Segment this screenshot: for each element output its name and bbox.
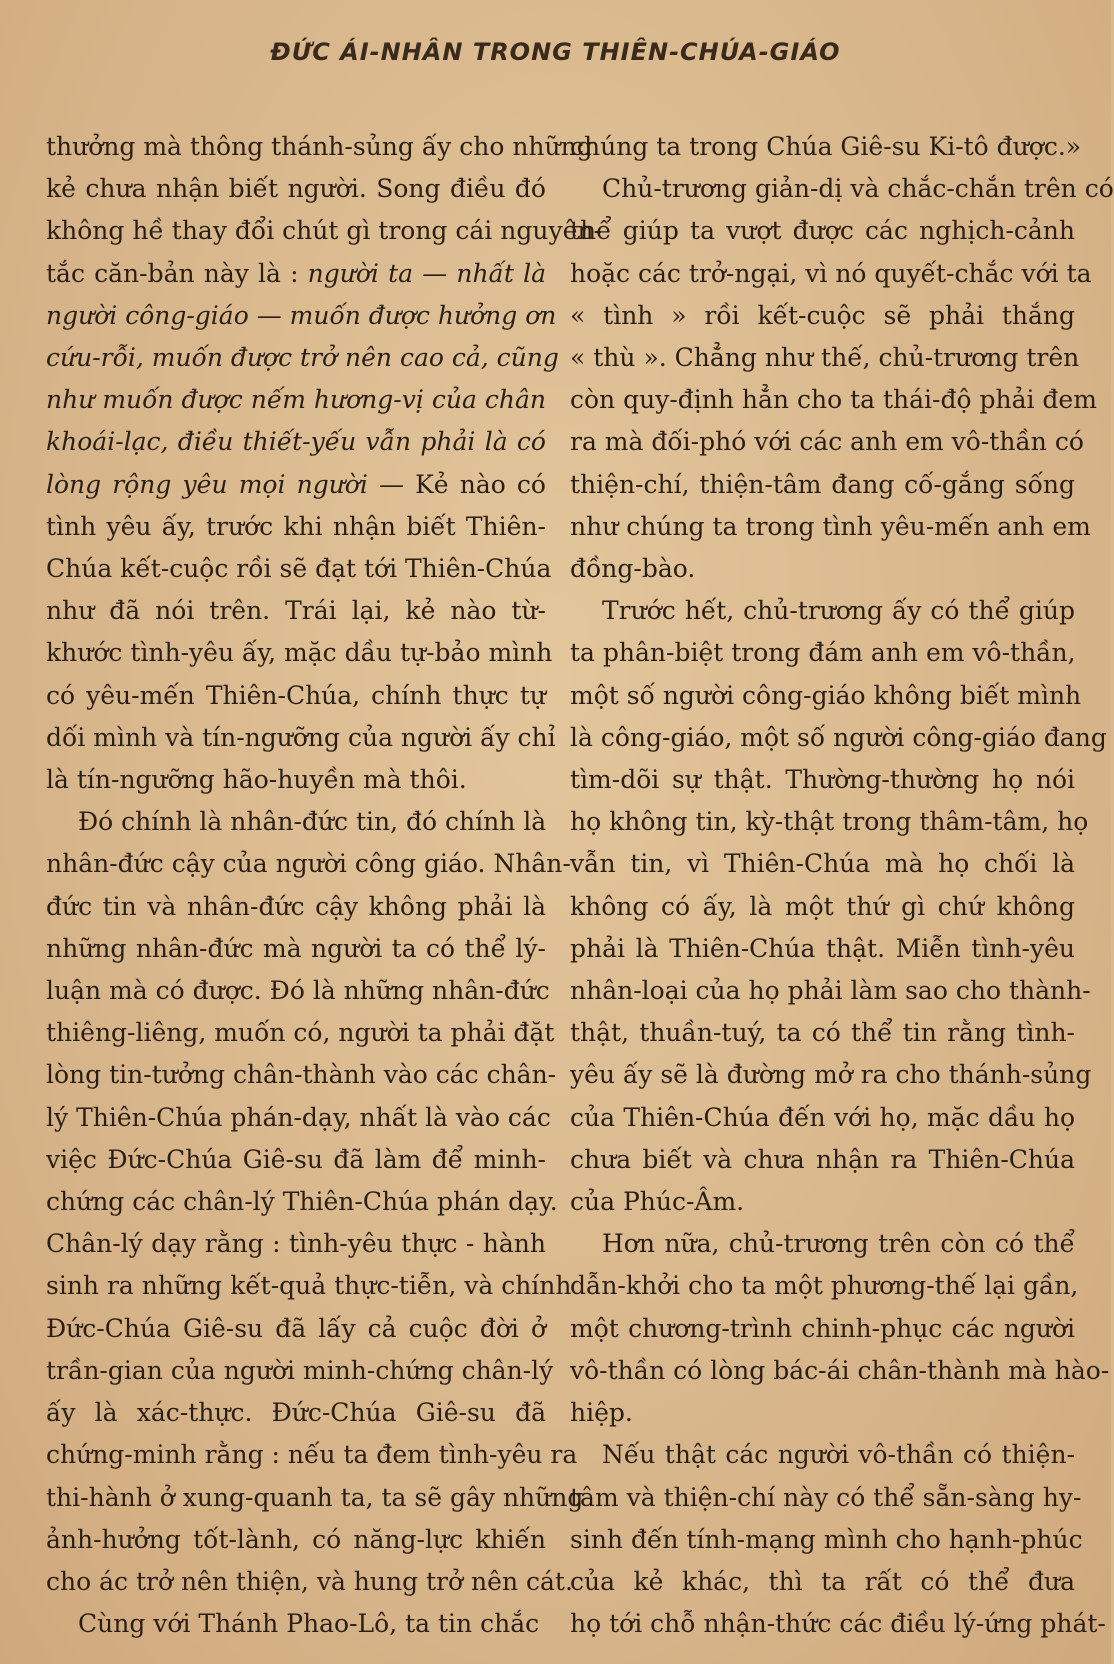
text-line: hoặc các trở-ngại, vì nó quyết-chắc với ta <box>570 258 1092 288</box>
text-line: kẻ chưa nhận biết người. Song điều đó <box>46 174 546 204</box>
text-line: là tín-ngưỡng hão-huyền mà thôi. <box>46 765 467 795</box>
text-line: lòng tin-tưởng chân-thành vào các chân- <box>46 1060 557 1090</box>
text-line: ra mà đối-phó với các anh em vô-thần có <box>570 427 1084 457</box>
text-line: Đó chính là nhân-đức tin, đó chính là <box>78 807 547 837</box>
text-line: một chương-trình chinh-phục các người <box>570 1313 1075 1343</box>
text-line: sinh đến tính-mạng mình cho hạnh-phúc <box>570 1524 1083 1554</box>
text-line: chứng-minh rằng : nếu ta đem tình-yêu ra <box>46 1440 578 1470</box>
text-line: đồng-bào. <box>570 554 696 584</box>
text-line: như đã nói trên. Trái lại, kẻ nào từ- <box>46 596 546 626</box>
text-line: chúng ta trong Chúa Giê-su Ki-tô được.» <box>570 132 1082 161</box>
text-line: Chúa kết-cuộc rồi sẽ đạt tới Thiên-Chúa <box>46 554 552 584</box>
text-line: Trước hết, chủ-trương ấy có thể giúp <box>602 596 1075 626</box>
text-line: thi-hành ở xung-quanh ta, ta sẽ gây những <box>46 1482 584 1512</box>
text-line: yêu ấy sẽ là đường mở ra cho thánh-sủng <box>570 1060 1092 1090</box>
text-line: chưa biết và chưa nhận ra Thiên-Chúa <box>570 1144 1075 1174</box>
text-line: tắc căn-bản này là : người ta — nhất là <box>46 258 546 288</box>
text-line: một số người công-giáo không biết mình <box>570 680 1082 710</box>
text-line: hiệp. <box>570 1398 633 1428</box>
text-line: Chân-lý dạy rằng : tình-yêu thực - hành <box>46 1229 546 1259</box>
text-line: khước tình-yêu ấy, mặc dầu tự-bảo mình <box>46 638 553 668</box>
text-line: như chúng ta trong tình yêu-mến anh em <box>570 511 1091 541</box>
right-column <box>570 126 1114 1645</box>
text-line: họ tới chỗ nhận-thức các điều lý-ứng phát- <box>570 1609 1106 1639</box>
text-line: luận mà có được. Đó là những nhân-đức <box>46 976 550 1006</box>
text-line: có yêu-mến Thiên-Chúa, chính thực tự <box>46 680 546 710</box>
text-line: đức tin và nhân-đức cậy không phải là <box>46 891 546 921</box>
text-line: cứu-rỗi, muốn được trở nên cao cả, cũng <box>46 343 559 373</box>
text-line: dẫn-khởi cho ta một phương-thế lại gần, <box>570 1271 1079 1301</box>
text-line: thưởng mà thông thánh-sủng ấy cho những <box>46 132 593 161</box>
text-line: sinh ra những kết-quả thực-tiễn, và chính <box>46 1271 572 1301</box>
text-line: thể giúp ta vượt được các nghịch-cảnh <box>570 216 1075 246</box>
text-line: nhân-đức cậy của người công giáo. Nhân- <box>46 849 571 879</box>
text-line: không hề thay đổi chút gì trong cái nguyên- <box>46 216 602 246</box>
text-line: vẫn tin, vì Thiên-Chúa mà họ chối là <box>570 849 1075 879</box>
text-line: của Thiên-Chúa đến với họ, mặc dầu họ <box>570 1102 1075 1132</box>
text-line: khoái-lạc, điều thiết-yếu vẫn phải là có <box>46 427 546 457</box>
text-line: thật, thuần-tuý, ta có thể tin rằng tình- <box>570 1018 1075 1048</box>
text-line: Cùng với Thánh Phao-Lô, ta tin chắc <box>78 1609 540 1639</box>
text-line: là công-giáo, một số người công-giáo đang <box>570 722 1107 752</box>
text-line: không có ấy, là một thứ gì chứ không <box>570 891 1075 921</box>
text-line: việc Đức-Chúa Giê-su đã làm để minh- <box>46 1144 546 1174</box>
text-line: của kẻ khác, thì ta rất có thể đưa <box>570 1566 1075 1596</box>
text-line: Hơn nữa, chủ-trương trên còn có thể <box>602 1229 1075 1259</box>
text-line: dối mình và tín-ngưỡng của người ấy chỉ <box>46 722 556 752</box>
text-line: lòng rộng yêu mọi người — Kẻ nào có <box>46 469 546 499</box>
text-line: họ không tin, kỳ-thật trong thâm-tâm, họ <box>570 807 1089 837</box>
text-line: trần-gian của người minh-chứng chân-lý <box>46 1355 554 1385</box>
text-line: tình yêu ấy, trước khi nhận biết Thiên- <box>46 511 546 541</box>
text-line: « tình » rồi kết-cuộc sẽ phải thắng <box>570 300 1075 330</box>
text-line: phải là Thiên-Chúa thật. Miễn tình-yêu <box>570 933 1075 963</box>
text-line: lý Thiên-Chúa phán-dạy, nhất là vào các <box>46 1102 551 1132</box>
running-head: ĐỨC ÁI-NHÂN TRONG THIÊN-CHÚA-GIÁO <box>270 38 841 66</box>
text-line: ảnh-hưởng tốt-lành, có năng-lực khiến <box>46 1524 546 1554</box>
text-line: ấy là xác-thực. Đức-Chúa Giê-su đã <box>46 1398 546 1428</box>
text-line: Nếu thật các người vô-thần có thiện- <box>602 1440 1075 1470</box>
text-line: chứng các chân-lý Thiên-Chúa phán dạy. <box>46 1187 558 1217</box>
text-line: thiêng-liêng, muốn có, người ta phải đặt <box>46 1018 555 1048</box>
text-line: cho ác trở nên thiện, và hung trở nên cát. <box>46 1566 573 1596</box>
text-line: những nhân-đức mà người ta có thể lý- <box>46 933 546 963</box>
text-line: như muốn được nếm hương-vị của chân <box>46 385 546 415</box>
text-line: của Phúc-Âm. <box>570 1187 745 1217</box>
text-line: ta phân-biệt trong đám anh em vô-thần, <box>570 638 1076 668</box>
text-line: vô-thần có lòng bác-ái chân-thành mà hào- <box>570 1355 1110 1385</box>
text-line: nhân-loại của họ phải làm sao cho thành- <box>570 976 1091 1006</box>
text-line: người công-giáo — muốn được hưởng ơn <box>46 300 557 330</box>
text-line: tâm và thiện-chí này có thể sẵn-sàng hy- <box>570 1482 1082 1512</box>
text-line: Chủ-trương giản-dị và chắc-chắn trên có <box>602 174 1114 204</box>
text-line: thiện-chí, thiện-tâm đang cố-gắng sống <box>570 469 1075 499</box>
text-line: Đức-Chúa Giê-su đã lấy cả cuộc đời ở <box>46 1313 546 1343</box>
text-line: « thù ». Chẳng như thế, chủ-trương trên <box>570 343 1080 373</box>
text-line: tìm-dõi sự thật. Thường-thường họ nói <box>570 765 1075 795</box>
text-line: còn quy-định hẳn cho ta thái-độ phải đem <box>570 385 1097 415</box>
